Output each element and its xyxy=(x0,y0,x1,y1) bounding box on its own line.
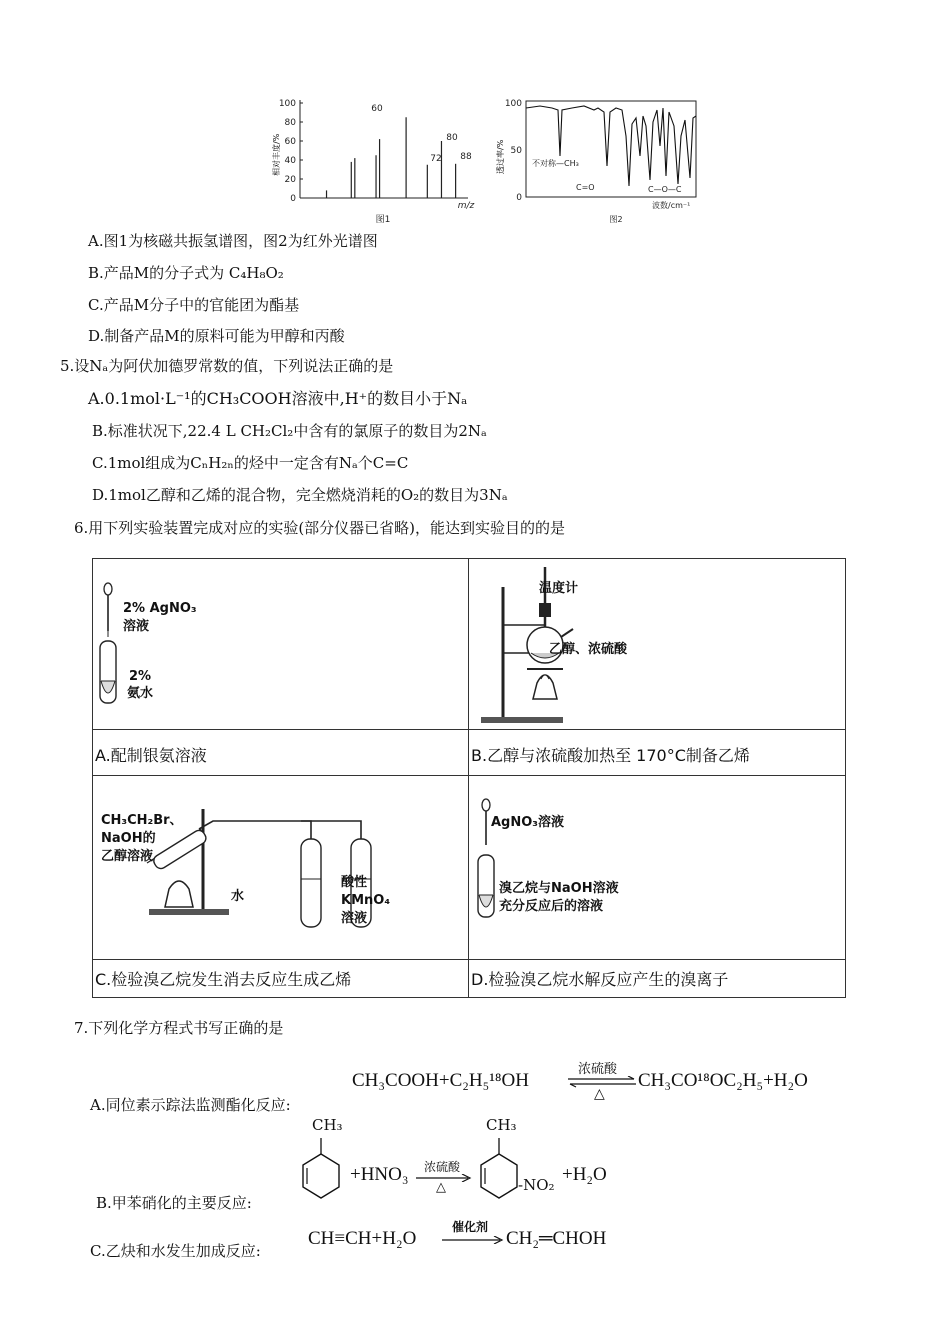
q7-c-arrow xyxy=(442,1236,504,1244)
q5-option-d: D.1mol乙醇和乙烯的混合物，完全燃烧消耗的O₂的数目为3Nₐ xyxy=(92,486,508,504)
q7-a-cond-top: 浓硫酸 xyxy=(578,1062,618,1077)
fig2-annotation: C—O—C xyxy=(648,185,682,194)
apparatus-a-label-1: 2% AgNO₃ xyxy=(123,601,197,616)
q7-option-c-label: C.乙炔和水发生加成反应: xyxy=(90,1242,261,1260)
q5-stem: 5.设Nₐ为阿伏加德罗常数的值，下列说法正确的是 xyxy=(60,357,394,375)
fig2-annotation: C=O xyxy=(576,183,595,192)
fig2-annotation: 不对称—CH₃ xyxy=(532,159,579,168)
q5-option-b: B.标准状况下,22.4 L CH₂Cl₂中含有的氯原子的数目为2Nₐ xyxy=(92,422,487,440)
apparatus-d-label-1: AgNO₃溶液 xyxy=(491,815,564,830)
apparatus-a-caption: A.配制银氨溶液 xyxy=(95,746,207,765)
fig2-caption: 图2 xyxy=(609,215,623,224)
q7-b-plus-hno3: +HNO₃ xyxy=(350,1164,409,1185)
q4-option-d: D.制备产品M的原料可能为甲醇和丙酸 xyxy=(88,327,345,345)
apparatus-a-label-3: 2% xyxy=(129,669,152,684)
fig1-ytick: 60 xyxy=(284,137,296,147)
fig2-ytick: 100 xyxy=(504,99,522,109)
fig1-peak-label: 88 xyxy=(460,152,472,162)
apparatus-c-caption: C.检验溴乙烷发生消去反应生成乙烯 xyxy=(95,970,352,989)
fig1-ytick: 40 xyxy=(284,156,296,166)
fig1-caption: 图1 xyxy=(375,215,391,225)
fig1-ylabel: 相对丰度/% xyxy=(272,133,281,176)
fig1-ytick: 80 xyxy=(284,118,296,128)
apparatus-c-label-4: 水 xyxy=(231,889,245,904)
q7-option-b-label: B.甲苯硝化的主要反应: xyxy=(96,1194,252,1212)
fig1-ytick: 100 xyxy=(278,99,296,109)
fig2-xlabel: 波数/cm⁻¹ xyxy=(652,201,691,210)
fig1-xlabel: m/z xyxy=(457,201,475,211)
apparatus-b-label-1: 温度计 xyxy=(539,581,579,596)
q4-option-a: A.图1为核磁共振氢谱图，图2为红外光谱图 xyxy=(88,232,378,250)
q7-b-ch3-right: CH₃ xyxy=(486,1116,517,1134)
apparatus-c-label-7: 溶液 xyxy=(341,911,368,926)
fig2-ir-trace xyxy=(526,106,696,186)
apparatus-c-label-6: KMnO₄ xyxy=(341,893,391,908)
apparatus-a-label-2: 溶液 xyxy=(123,619,150,634)
apparatus-c-label-1: CH₃CH₂Br、 xyxy=(101,813,183,828)
toluene-structure xyxy=(296,1136,346,1206)
apparatus-c-label-5: 酸性 xyxy=(341,875,368,890)
apparatus-c-label-3: 乙醇溶液 xyxy=(101,849,154,864)
q7-c-cond-top: 催化剂 xyxy=(452,1220,489,1234)
m-nitrotoluene-structure xyxy=(472,1136,528,1206)
q4-option-c: C.产品M分子中的官能团为酯基 xyxy=(88,296,300,314)
fig1-ytick: 20 xyxy=(284,175,296,185)
fig2-ylabel: 透过率/% xyxy=(496,139,505,174)
fig2-ytick: 50 xyxy=(510,146,522,156)
q7-b-cond-top: 浓硫酸 xyxy=(424,1160,461,1174)
figure-1-mass-spectrum xyxy=(268,96,483,226)
q7-a-eq-left: CH₃COOH+C₂H₅¹⁸OH xyxy=(352,1070,529,1091)
apparatus-a-label-4: 氨水 xyxy=(127,686,154,701)
q7-c-eq-right: CH₂═CHOH xyxy=(506,1228,607,1249)
q5-option-c: C.1mol组成为CₙH₂ₙ的烃中一定含有Nₐ个C=C xyxy=(92,454,409,472)
q7-a-cond-bottom: △ xyxy=(594,1086,605,1102)
fig2-ytick: 0 xyxy=(516,193,522,203)
fig1-peak-label: 60 xyxy=(371,104,383,114)
fig1-peak-label: 80 xyxy=(446,133,458,143)
fig1-peak-label: 72 xyxy=(430,154,442,164)
apparatus-d-caption: D.检验溴乙烷水解反应产生的溴离子 xyxy=(471,970,729,989)
q7-b-cond-bottom: △ xyxy=(436,1180,446,1195)
fig1-ytick: 0 xyxy=(290,194,296,204)
q7-stem: 7.下列化学方程式书写正确的是 xyxy=(74,1019,284,1037)
apparatus-b-label-2: 乙醇、浓硫酸 xyxy=(549,642,628,657)
apparatus-d-label-2: 溴乙烷与NaOH溶液 xyxy=(499,881,619,896)
figure-2-ir-spectrum xyxy=(492,96,702,226)
q7-option-a-label: A.同位素示踪法监测酯化反应: xyxy=(90,1096,291,1114)
apparatus-d-label-3: 充分反应后的溶液 xyxy=(499,899,604,914)
q7-c-eq-left: CH≡CH+H₂O xyxy=(308,1228,417,1249)
q5-option-a: A.0.1mol·L⁻¹的CH₃COOH溶液中,H⁺的数目小于Nₐ xyxy=(88,389,468,408)
apparatus-c-label-2: NaOH的 xyxy=(101,831,156,846)
q7-b-water: +H₂O xyxy=(562,1164,607,1185)
q7-a-eq-right: CH₃CO¹⁸OC₂H₅+H₂O xyxy=(638,1070,808,1091)
apparatus-b-caption: B.乙醇与浓硫酸加热至 170°C制备乙烯 xyxy=(471,746,750,765)
q7-b-no2: -NO₂ xyxy=(518,1176,555,1194)
q6-apparatus-table xyxy=(92,558,846,998)
q7-b-ch3-left: CH₃ xyxy=(312,1116,343,1134)
q6-stem: 6.用下列实验装置完成对应的实验(部分仪器已省略)，能达到实验目的的是 xyxy=(74,519,566,537)
q4-option-b: B.产品M的分子式为 C₄H₈O₂ xyxy=(88,264,284,282)
